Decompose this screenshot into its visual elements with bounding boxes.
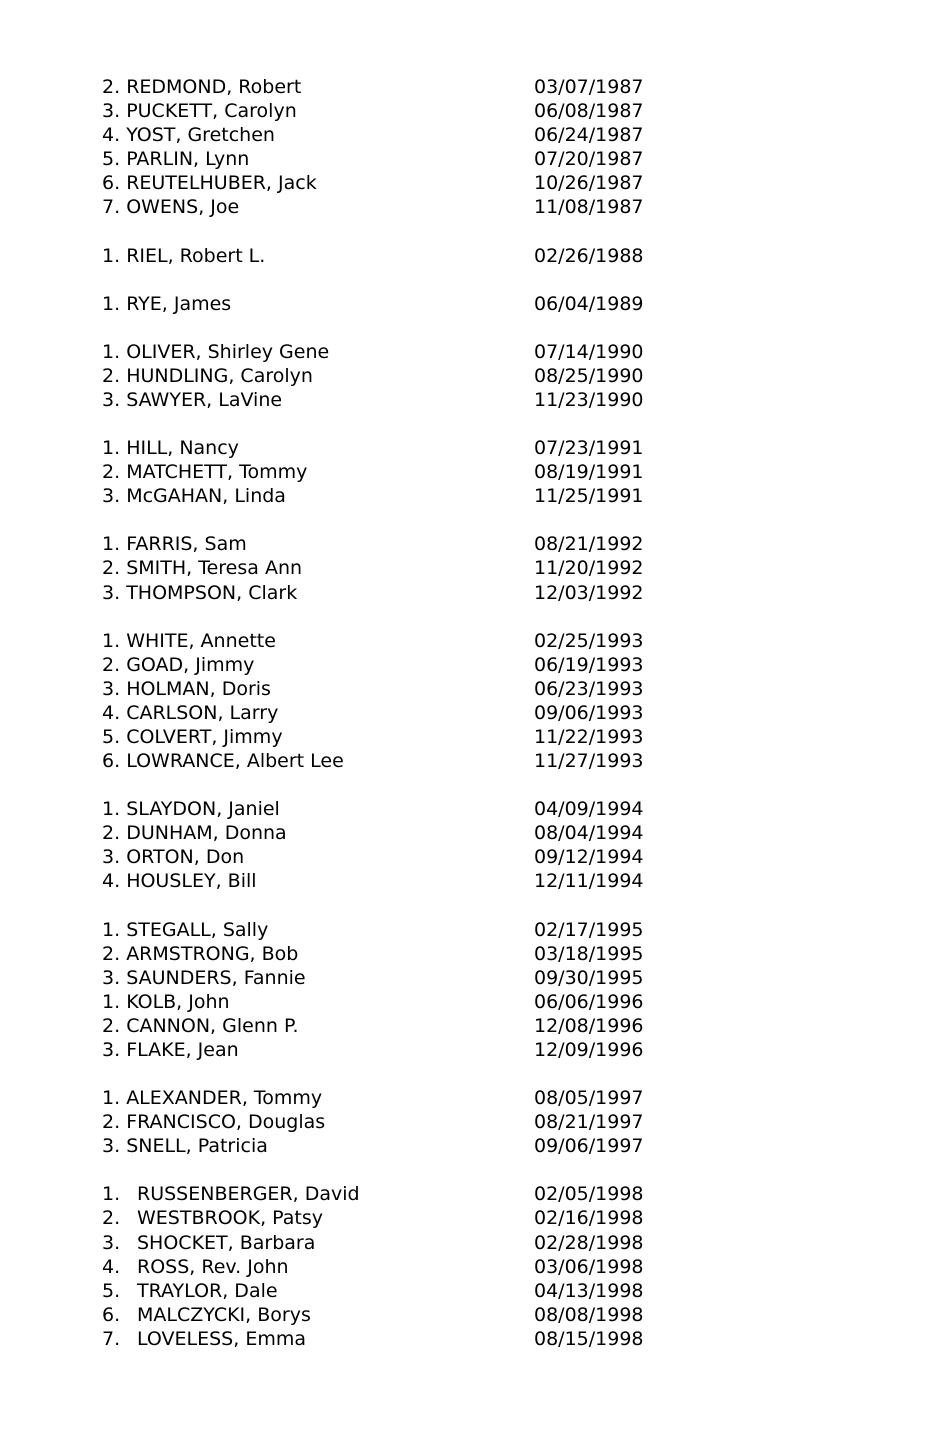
list-item xyxy=(102,990,662,1014)
entry-number: 2. xyxy=(102,942,121,965)
entry-number: 1. xyxy=(102,340,121,363)
entry-name-cell xyxy=(102,1206,323,1230)
entry-number: 6. xyxy=(102,750,121,773)
entry-name-cell xyxy=(102,123,275,147)
entry-date: 08/15/1998 xyxy=(534,1327,644,1350)
list-item xyxy=(102,436,662,460)
entry-name-cell xyxy=(102,388,282,412)
entry-date: 08/19/1991 xyxy=(534,461,644,484)
entry-number: 3. xyxy=(102,966,121,989)
entry-date: 12/03/1992 xyxy=(534,581,644,604)
entry-name: HOLMAN, Doris xyxy=(126,677,271,700)
entry-name-cell xyxy=(102,1231,315,1255)
entry-date: 08/21/1992 xyxy=(534,533,644,556)
entry-name: RUSSENBERGER, David xyxy=(137,1183,360,1206)
entry-name-cell xyxy=(102,1014,298,1038)
list-item xyxy=(102,1327,662,1351)
entry-number: 3. xyxy=(102,100,121,123)
entry-name-cell xyxy=(102,484,286,508)
entry-name: WHITE, Annette xyxy=(126,629,276,652)
document-body xyxy=(102,75,662,1351)
entry-number: 6. xyxy=(102,1303,121,1326)
entry-name-cell xyxy=(102,1303,311,1327)
entry-name-cell xyxy=(102,869,257,893)
entry-name: FARRIS, Sam xyxy=(126,533,247,556)
entry-name-cell xyxy=(102,1086,322,1110)
entry-number: 1. xyxy=(102,533,121,556)
list-item xyxy=(102,340,662,364)
group-spacer xyxy=(102,1158,662,1182)
list-item xyxy=(102,845,662,869)
entry-name: RIEL, Robert L. xyxy=(126,244,266,267)
list-item xyxy=(102,99,662,123)
entry-date: 08/21/1997 xyxy=(534,1111,644,1134)
list-item xyxy=(102,171,662,195)
entry-number: 1. xyxy=(102,918,121,941)
entry-name: SNELL, Patricia xyxy=(126,1135,268,1158)
entry-date: 02/17/1995 xyxy=(534,918,644,941)
entry-group xyxy=(102,244,662,268)
entry-date: 12/11/1994 xyxy=(534,870,644,893)
entry-name: ROSS, Rev. John xyxy=(137,1255,289,1278)
list-item xyxy=(102,364,662,388)
entry-name-cell xyxy=(102,1134,268,1158)
list-item xyxy=(102,556,662,580)
entry-number: 7. xyxy=(102,196,121,219)
entry-number: 4. xyxy=(102,1255,121,1278)
list-item xyxy=(102,484,662,508)
entry-name-cell xyxy=(102,918,268,942)
entry-name: COLVERT, Jimmy xyxy=(126,725,283,748)
list-item xyxy=(102,942,662,966)
entry-name: McGAHAN, Linda xyxy=(126,485,286,508)
entry-name: SHOCKET, Barbara xyxy=(137,1231,316,1254)
entry-name: YOST, Gretchen xyxy=(126,124,275,147)
entry-date: 02/28/1998 xyxy=(534,1231,644,1254)
entry-name-cell xyxy=(102,845,244,869)
entry-date: 08/08/1998 xyxy=(534,1303,644,1326)
list-item xyxy=(102,195,662,219)
entry-name: REDMOND, Robert xyxy=(126,76,302,98)
entry-number: 2. xyxy=(102,653,121,676)
entry-number: 3. xyxy=(102,485,121,508)
entry-number: 4. xyxy=(102,870,121,893)
entry-name: PARLIN, Lynn xyxy=(126,148,250,171)
entry-group xyxy=(102,532,662,604)
entry-date: 11/20/1992 xyxy=(534,557,644,580)
entry-date: 11/22/1993 xyxy=(534,725,644,748)
entry-name: MALCZYCKI, Borys xyxy=(137,1303,311,1326)
entry-number: 2. xyxy=(102,76,121,98)
entry-name-cell xyxy=(102,677,271,701)
list-item xyxy=(102,1038,662,1062)
entry-name: DUNHAM, Donna xyxy=(126,822,287,845)
entry-name-cell xyxy=(102,1279,278,1303)
entry-group xyxy=(102,340,662,412)
group-spacer xyxy=(102,316,662,340)
entry-group xyxy=(102,1086,662,1158)
group-spacer xyxy=(102,605,662,629)
list-item xyxy=(102,75,662,99)
entry-name-cell xyxy=(102,532,247,556)
entry-date: 07/23/1991 xyxy=(534,437,644,460)
entry-number: 3. xyxy=(102,581,121,604)
entry-number: 2. xyxy=(102,822,121,845)
entry-name: LOWRANCE, Albert Lee xyxy=(126,750,344,773)
list-item xyxy=(102,1206,662,1230)
list-item xyxy=(102,701,662,725)
entry-date: 06/08/1987 xyxy=(534,100,644,123)
entry-name-cell xyxy=(102,701,278,725)
list-item xyxy=(102,821,662,845)
entry-name-cell xyxy=(102,990,230,1014)
entry-number: 2. xyxy=(102,1111,121,1134)
entry-group xyxy=(102,292,662,316)
entry-number: 7. xyxy=(102,1327,121,1350)
entry-number: 1. xyxy=(102,798,121,821)
entry-name-cell xyxy=(102,942,298,966)
list-item xyxy=(102,797,662,821)
entry-number: 3. xyxy=(102,1135,121,1158)
entry-number: 1. xyxy=(102,1183,121,1206)
list-item xyxy=(102,653,662,677)
list-item xyxy=(102,388,662,412)
entry-date: 04/13/1998 xyxy=(534,1279,644,1302)
entry-name-cell xyxy=(102,460,307,484)
entry-name-cell xyxy=(102,1255,289,1279)
entry-date: 11/23/1990 xyxy=(534,388,644,411)
entry-date: 02/26/1988 xyxy=(534,244,644,267)
entry-name: SAWYER, LaVine xyxy=(126,388,283,411)
entry-group xyxy=(102,797,662,893)
list-item xyxy=(102,292,662,316)
entry-date: 08/05/1997 xyxy=(534,1087,644,1110)
entry-date: 03/06/1998 xyxy=(534,1255,644,1278)
entry-date: 02/25/1993 xyxy=(534,629,644,652)
entry-name-cell xyxy=(102,1327,306,1351)
entry-name-cell xyxy=(102,1110,325,1134)
entry-number: 1. xyxy=(102,244,121,267)
entry-date: 06/23/1993 xyxy=(534,677,644,700)
entry-name: HOUSLEY, Bill xyxy=(126,870,257,893)
list-item xyxy=(102,1182,662,1206)
entry-date: 12/08/1996 xyxy=(534,1014,644,1037)
entry-name-cell xyxy=(102,436,239,460)
group-spacer xyxy=(102,268,662,292)
list-item xyxy=(102,1134,662,1158)
entry-number: 1. xyxy=(102,292,121,315)
entry-number: 6. xyxy=(102,172,121,195)
entry-name: SMITH, Teresa Ann xyxy=(126,557,303,580)
entry-date: 08/04/1994 xyxy=(534,822,644,845)
list-item xyxy=(102,244,662,268)
group-spacer xyxy=(102,1062,662,1086)
entry-date: 12/09/1996 xyxy=(534,1039,644,1061)
list-item xyxy=(102,749,662,773)
list-item xyxy=(102,460,662,484)
entry-name-cell xyxy=(102,725,283,749)
list-item xyxy=(102,1279,662,1303)
list-item xyxy=(102,1231,662,1255)
entry-date: 10/26/1987 xyxy=(534,172,644,195)
entry-name: OLIVER, Shirley Gene xyxy=(126,340,330,363)
entry-name: WESTBROOK, Patsy xyxy=(137,1207,323,1230)
entry-number: 3. xyxy=(102,846,121,869)
entry-name-cell xyxy=(102,1182,360,1206)
entry-name-cell xyxy=(102,99,297,123)
entry-name-cell xyxy=(102,244,265,268)
entry-name: ALEXANDER, Tommy xyxy=(126,1087,323,1110)
entry-number: 2. xyxy=(102,364,121,387)
entry-name: SAUNDERS, Fannie xyxy=(126,966,306,989)
list-item xyxy=(102,725,662,749)
entry-group xyxy=(102,436,662,508)
entry-number: 2. xyxy=(102,557,121,580)
entry-date: 02/16/1998 xyxy=(534,1207,644,1230)
entry-name: STEGALL, Sally xyxy=(126,918,269,941)
entry-date: 11/27/1993 xyxy=(534,750,644,773)
entry-name: CARLSON, Larry xyxy=(126,701,279,724)
entry-number: 2. xyxy=(102,1014,121,1037)
entry-group xyxy=(102,918,662,1063)
entry-date: 11/25/1991 xyxy=(534,485,644,508)
entry-name-cell xyxy=(102,75,301,99)
entry-number: 1. xyxy=(102,1087,121,1110)
list-item xyxy=(102,629,662,653)
entry-name-cell xyxy=(102,171,317,195)
entry-name: GOAD, Jimmy xyxy=(126,653,255,676)
entry-name: LOVELESS, Emma xyxy=(137,1327,306,1350)
entry-name-cell xyxy=(102,556,302,580)
list-item xyxy=(102,966,662,990)
entry-name-cell xyxy=(102,195,239,219)
entry-number: 4. xyxy=(102,701,121,724)
entry-name-cell xyxy=(102,749,344,773)
entry-number: 4. xyxy=(102,124,121,147)
entry-number: 1. xyxy=(102,990,121,1013)
entry-name-cell xyxy=(102,292,231,316)
list-item xyxy=(102,147,662,171)
entry-date: 09/12/1994 xyxy=(534,846,644,869)
entry-number: 2. xyxy=(102,461,121,484)
entry-name: FLAKE, Jean xyxy=(126,1039,239,1061)
list-item xyxy=(102,1014,662,1038)
entry-date: 07/14/1990 xyxy=(534,340,644,363)
list-item xyxy=(102,1086,662,1110)
entry-number: 3. xyxy=(102,1039,121,1061)
entry-name: CANNON, Glenn P. xyxy=(126,1014,299,1037)
list-item xyxy=(102,123,662,147)
entry-name: ARMSTRONG, Bob xyxy=(126,942,299,965)
entry-group xyxy=(102,629,662,774)
entry-name-cell xyxy=(102,1038,239,1062)
list-item xyxy=(102,532,662,556)
group-spacer xyxy=(102,412,662,436)
entry-number: 5. xyxy=(102,148,121,171)
entry-name: HILL, Nancy xyxy=(126,437,239,460)
entry-date: 06/19/1993 xyxy=(534,653,644,676)
entry-name: HUNDLING, Carolyn xyxy=(126,364,313,387)
entry-number: 5. xyxy=(102,725,121,748)
entry-name-cell xyxy=(102,966,306,990)
group-spacer xyxy=(102,773,662,797)
entry-group xyxy=(102,1182,662,1351)
entry-date: 06/06/1996 xyxy=(534,990,644,1013)
entry-name: RYE, James xyxy=(126,292,232,315)
entry-number: 1. xyxy=(102,437,121,460)
entry-name-cell xyxy=(102,629,276,653)
entry-number: 3. xyxy=(102,677,121,700)
entry-date: 09/06/1997 xyxy=(534,1135,644,1158)
entry-name-cell xyxy=(102,147,249,171)
entry-name-cell xyxy=(102,821,287,845)
entry-number: 1. xyxy=(102,629,121,652)
group-spacer xyxy=(102,894,662,918)
list-item xyxy=(102,581,662,605)
entry-name: FRANCISCO, Douglas xyxy=(126,1111,326,1134)
entry-date: 03/07/1987 xyxy=(534,76,644,98)
list-item xyxy=(102,1303,662,1327)
entry-name-cell xyxy=(102,340,329,364)
entry-name: THOMPSON, Clark xyxy=(126,581,298,604)
group-spacer xyxy=(102,220,662,244)
entry-name: REUTELHUBER, Jack xyxy=(126,172,317,195)
list-item xyxy=(102,1255,662,1279)
entry-name-cell xyxy=(102,581,297,605)
entry-name: MATCHETT, Tommy xyxy=(126,461,308,484)
entry-group xyxy=(102,75,662,220)
entry-name-cell xyxy=(102,653,254,677)
entry-date: 04/09/1994 xyxy=(534,798,644,821)
entry-name: KOLB, John xyxy=(126,990,230,1013)
entry-number: 3. xyxy=(102,388,121,411)
entry-date: 09/06/1993 xyxy=(534,701,644,724)
list-item xyxy=(102,677,662,701)
entry-date: 06/24/1987 xyxy=(534,124,644,147)
list-item xyxy=(102,1110,662,1134)
entry-name-cell xyxy=(102,797,280,821)
group-spacer xyxy=(102,508,662,532)
entry-name: TRAYLOR, Dale xyxy=(137,1279,278,1302)
list-item xyxy=(102,918,662,942)
entry-name-cell xyxy=(102,364,313,388)
entry-date: 09/30/1995 xyxy=(534,966,644,989)
entry-date: 07/20/1987 xyxy=(534,148,644,171)
entry-date: 08/25/1990 xyxy=(534,364,644,387)
list-item xyxy=(102,869,662,893)
entry-date: 11/08/1987 xyxy=(534,196,644,219)
entry-name: ORTON, Don xyxy=(126,846,245,869)
entry-date: 06/04/1989 xyxy=(534,292,644,315)
entry-number: 3. xyxy=(102,1231,121,1254)
entry-number: 2. xyxy=(102,1207,121,1230)
entry-number: 5. xyxy=(102,1279,121,1302)
entry-date: 03/18/1995 xyxy=(534,942,644,965)
entry-name: PUCKETT, Carolyn xyxy=(126,100,297,123)
entry-name: SLAYDON, Janiel xyxy=(126,798,280,821)
entry-date: 02/05/1998 xyxy=(534,1183,644,1206)
entry-name: OWENS, Joe xyxy=(126,196,240,219)
